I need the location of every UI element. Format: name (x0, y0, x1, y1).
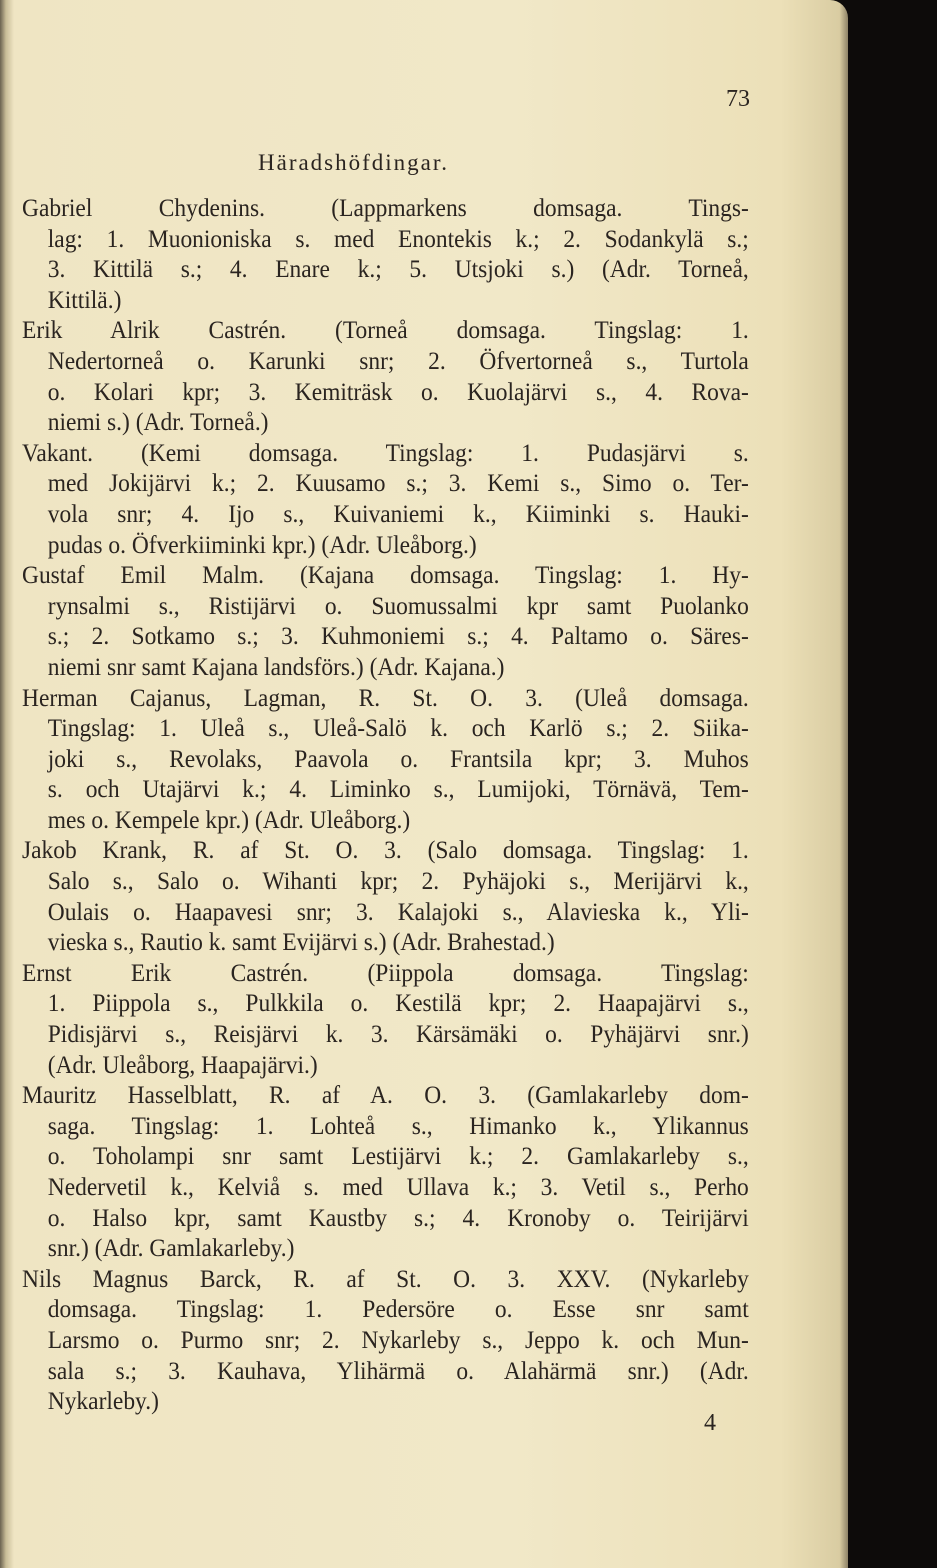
text-line: Pidisjärvi s., Reisjärvi k. 3. Kärsämäki o. Pyhäjärvi snr.) (47, 1019, 749, 1049)
signature-mark: 4 (704, 1410, 716, 1436)
judge-entry (22, 958, 812, 1080)
text-line: rynsalmi s., Ristijärvi o. Suomussalmi kpr samt Puolanko (47, 590, 749, 620)
text-line: Tingslag: 1. Uleå s., Uleå-Salö k. och Karlö s.; 2. Siika- (47, 713, 749, 743)
judge-entry (22, 683, 812, 836)
text-line: Herman Cajanus, Lagman, R. St. O. 3. (Uleå domsaga. (22, 682, 749, 712)
text-line: pudas o. Öfverkiiminki kpr.) (Adr. Uleåborg.) (47, 529, 477, 559)
text-line: s.; 2. Sotkamo s.; 3. Kuhmoniemi s.; 4. Paltamo o. Säres- (47, 621, 749, 651)
judge-entry (22, 560, 812, 682)
text-line: saga. Tingslag: 1. Lohteå s., Himanko k., Ylikannus (47, 1110, 749, 1140)
judge-entry (22, 438, 812, 560)
text-line: Nedervetil k., Kelviå s. med Ullava k.; 3. Vetil s., Perho (47, 1172, 749, 1201)
text-line: 3. Kittilä s.; 4. Enare k.; 5. Utsjoki s.) (Adr. Torneå, (47, 254, 749, 284)
text-line: Nils Magnus Barck, R. af St. O. 3. XXV. (Nykarleby (22, 1263, 749, 1293)
section-heading: Häradshöfdingar. (258, 150, 450, 175)
text-line: Vakant. (Kemi domsaga. Tingslag: 1. Pudasjärvi s. (22, 437, 749, 467)
judge-entry (22, 1264, 812, 1417)
text-line: Nedertorneå o. Karunki snr; 2. Öfvertorneå s., Turtola (47, 345, 749, 375)
text-line: o. Toholampi snr samt Lestijärvi k.; 2. Gamlakarleby s., (47, 1141, 749, 1171)
text-line: med Jokijärvi k.; 2. Kuusamo s.; 3. Kemi s., Simo o. Ter- (47, 468, 749, 498)
text-line: mes o. Kempele kpr.) (Adr. Uleåborg.) (47, 804, 411, 834)
entry-list (22, 193, 812, 1417)
text-line: domsaga. Tingslag: 1. Pedersöre o. Esse snr samt (47, 1294, 749, 1324)
text-line: Nykarleby.) (47, 1386, 159, 1416)
page-number: 73 (726, 86, 750, 112)
text-line: o. Kolari kpr; 3. Kemiträsk o. Kuolajärvi s., 4. Rova- (47, 376, 749, 406)
text-line: Mauritz Hasselblatt, R. af A. O. 3. (Gamlakarleby dom- (22, 1080, 749, 1110)
text-line: Gustaf Emil Malm. (Kajana domsaga. Tingslag: 1. Hy- (22, 560, 749, 590)
judge-entry (22, 193, 812, 315)
text-line: 1. Piippola s., Pulkkila o. Kestilä kpr; 2. Haapajärvi s., (47, 988, 749, 1018)
text-line: s. och Utajärvi k.; 4. Liminko s., Lumijoki, Törnävä, Tem- (47, 774, 749, 804)
text-line: Erik Alrik Castrén. (Torneå domsaga. Tingslag: 1. (22, 315, 749, 345)
judge-entry (22, 835, 812, 957)
text-line: Gabriel Chydenins. (Lappmarkens domsaga. Tings- (22, 193, 749, 222)
text-line: Oulais o. Haapavesi snr; 3. Kalajoki s., Alavieska k., Yli- (47, 896, 749, 926)
text-line: Salo s., Salo o. Wihanti kpr; 2. Pyhäjoki s., Merijärvi k., (47, 866, 749, 896)
text-line: Larsmo o. Purmo snr; 2. Nykarleby s., Jeppo k. och Mun- (47, 1324, 749, 1354)
text-line: niemi s.) (Adr. Torneå.) (47, 407, 269, 437)
text-line: Kittilä.) (47, 284, 122, 314)
text-line: niemi snr samt Kajana landsförs.) (Adr. Kajana.) (47, 651, 505, 681)
text-line: vola snr; 4. Ijo s., Kuivaniemi k., Kiiminki s. Hauki- (47, 498, 749, 528)
text-line: o. Halso kpr, samt Kaustby s.; 4. Kronoby o. Teirijärvi (47, 1202, 749, 1232)
judge-entry (22, 1080, 812, 1264)
text-line: snr.) (Adr. Gamlakarleby.) (47, 1233, 295, 1263)
text-line: joki s., Revolaks, Paavola o. Frantsila kpr; 3. Muhos (47, 743, 749, 773)
judge-entry (22, 315, 812, 437)
text-line: vieska s., Rautio k. samt Evijärvi s.) (Adr. Brahestad.) (47, 927, 555, 957)
text-line: Jakob Krank, R. af St. O. 3. (Salo domsaga. Tingslag: 1. (22, 835, 749, 865)
text-line: Ernst Erik Castrén. (Piippola domsaga. Tingslag: (22, 957, 749, 987)
text-line: sala s.; 3. Kauhava, Ylihärmä o. Alahärmä snr.) (Adr. (47, 1355, 749, 1385)
text-line: (Adr. Uleåborg, Haapajärvi.) (47, 1049, 318, 1079)
text-line: lag: 1. Muonioniska s. med Enontekis k.; 2. Sodankylä s.; (47, 223, 749, 253)
